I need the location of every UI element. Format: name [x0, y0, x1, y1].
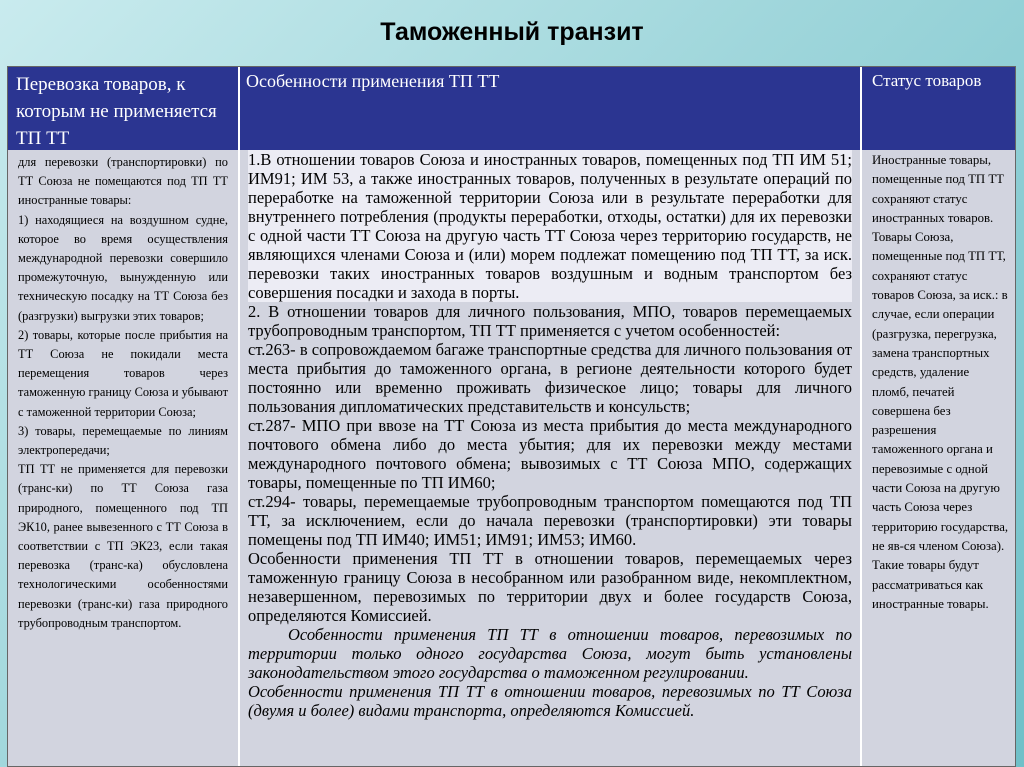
features-paragraph-1: 1.В отношении товаров Союза и иностранных товаров, помещенных под ТП ИМ 51; ИМ91; ИМ 53, а также иностранных товаров, полученных в результате операций по переработке на таможенной территории Союза или в результате переработки для внутреннего потребления (продукты переработки, отходы, остатки) для их перевозки с одной части ТТ Союза на другую часть ТТ Союза через территорию государств, не являющихся членами Союза и (или) морем подлежат помещению под ТП ТТ, за иск. перевозки таких иностранных товаров воздушным и водным транспортом без совершения посадки и захода в порты.	[248, 150, 852, 302]
features-article-294: ст.294- товары, перемещаемые трубопроводным транспортом помещаются под ТП ТТ, за исключением, если до начала перевозки (транспортировки) эти товары помещены под ТП ИМ40; ИМ51; ИМ91; ИМ53; ИМ60.	[248, 492, 852, 549]
cell-goods-not-applied	[8, 150, 240, 766]
cell-features	[240, 150, 862, 766]
col1-gas-exception: ТП ТТ не применяется для перевозки (транс-ки) по ТТ Союза газа природного, помещенного под ТП ЭК10, ранее вывезенного с ТТ Союза в соответствии с ТП ЭК23, если такая перевозка (транс-ка) обусловлена технологическими особенностями перевозки (транс-ки) газа природного трубопроводным транспортом.	[18, 462, 228, 630]
features-paragraph-2: 2. В отношении товаров для личного пользования, МПО, товаров перемещаемых трубопроводным транспортом, ТП ТТ применяется с учетом особенностей:	[248, 302, 852, 340]
col1-intro: для перевозки (транспортировки) по ТТ Союза не помещаются под ТП ТТ иностранные товары:	[18, 155, 228, 208]
col1-item-2: 2) товары, которые после прибытия на ТТ Союза не покидали места перемещения товаров через таможенную границу Союза и убывают с таможенной территории Союза;	[18, 327, 228, 419]
header-features: Особенности применения ТП ТТ	[240, 67, 862, 150]
col1-item-3: 3) товары, перемещаемые по линиям электропередачи;	[18, 423, 228, 458]
cell-status	[862, 150, 1016, 766]
status-text: Иностранные товары, помещенные под ТП ТТ сохраняют статус иностранных товаров. Товары Союза, помещенные под ТП ТТ, сохраняют статус товаров Союза, за иск.: в случае, если операции (разгрузка, перегрузка, замена транспортных средств, удаление пломб, печатей совершена без разрешения таможенного органа и перевозимые с одной части Союза на другую часть Союза через территорию государства, не яв-ся членом Союза). Такие товары будут рассматриваться как иностранные товары.	[872, 153, 1009, 611]
features-commission-note: Особенности применения ТП ТТ в отношении товаров, перемещаемых через таможенную границу Союза в несобранном или разобранном виде, некомплектном, незавершенном, перевозимых по территории двух и более государств Союза, определяются Комиссией.	[248, 549, 852, 625]
features-article-263: ст.263- в сопровождаемом багаже транспортные средства для личного пользования от места прибытия до таможенного органа, в регионе деятельности которого будет постоянно или временно проживать физическое лицо; товары для личного пользования дипломатических представительств и консульств;	[248, 340, 852, 416]
header-goods-not-applied: Перевозка товаров, к которым не применяется ТП ТТ	[8, 67, 240, 150]
features-multimodal-note: Особенности применения ТП ТТ в отношении товаров, перевозимых по ТТ Союза (двумя и более) видами транспорта, определяются Комиссией.	[248, 682, 852, 720]
features-article-287: ст.287- МПО при ввозе на ТТ Союза из места прибытия до места международного почтового обмена либо до места убытия; для их перевозки между местами международного почтового обмена; вывозимых с ТТ Союза МПО, содержащих товары, помещенные по ТП ИМ60;	[248, 416, 852, 492]
customs-transit-table	[7, 66, 1016, 767]
slide-title: Таможенный транзит	[380, 18, 644, 46]
col1-item-1: 1) находящиеся на воздушном судне, которое во время осуществления международной перевозки совершило промежуточную, вынужденную или техническую посадку на ТТ Союза без (разгрузки) выгрузки этих товаров;	[18, 212, 228, 323]
header-status: Статус товаров	[862, 67, 1016, 150]
features-single-state-note: Особенности применения ТП ТТ в отношении товаров, перевозимых по территории только одного государства Союза, могут быть установлены законодательством этого государства о таможенном регулировании.	[248, 625, 852, 682]
